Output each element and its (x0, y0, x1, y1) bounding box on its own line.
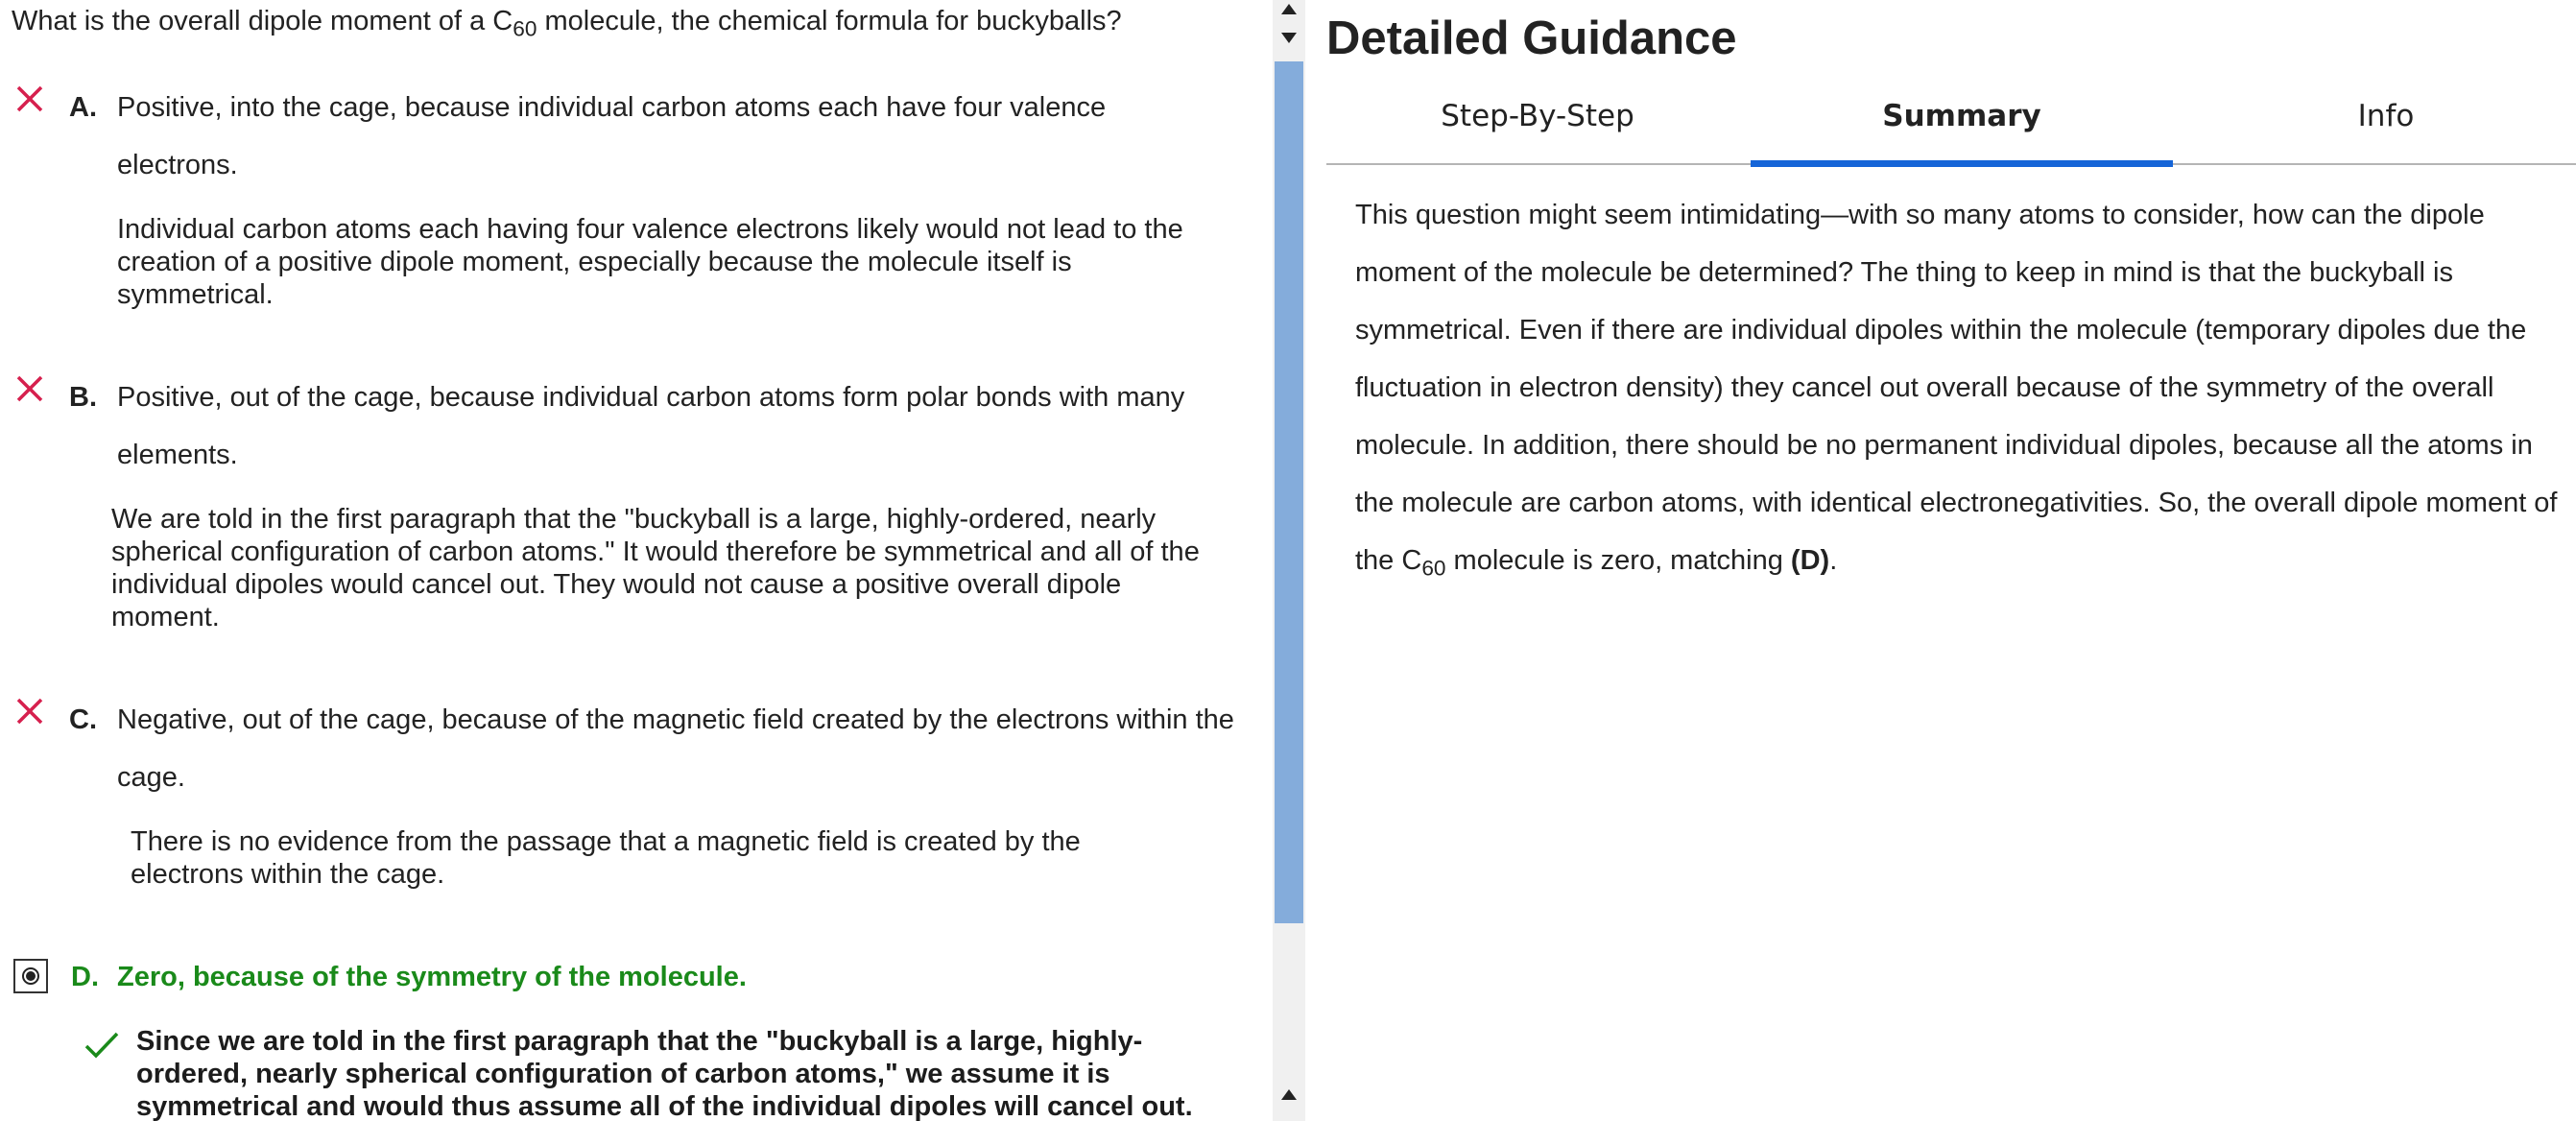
choice-text: Negative, out of the cage, because of the magnetic field created by the electrons within the cage. (117, 704, 1234, 793)
choice-text: Positive, out of the cage, because individual carbon atoms form polar bonds with many elements. (117, 382, 1185, 470)
scroll-up-button[interactable] (1273, 0, 1305, 23)
guidance-pane (1305, 0, 2576, 1121)
choice-explanation: Individual carbon atoms each having four valence electrons likely would not lead to the creation of a positive dipole moment, especially because the molecule itself is symmetrical. (117, 214, 1183, 310)
scroll-up-button-lower[interactable] (1273, 1081, 1305, 1109)
tab-summary[interactable] (1751, 86, 2173, 165)
scroll-thumb[interactable] (1275, 61, 1303, 923)
radio-selected-icon[interactable] (13, 959, 48, 993)
summary-subscript: 60 (1421, 556, 1446, 581)
guidance-title: Detailed Guidance (1326, 12, 1737, 64)
summary-text (1355, 186, 2576, 589)
choice-letter: C. (69, 704, 97, 735)
choice-letter: D. (71, 962, 99, 992)
question-stem-text: What is the overall dipole moment of a C (12, 6, 513, 36)
choice-letter: B. (69, 382, 97, 413)
tab-step-by-step[interactable]: Step-By-Step (1441, 99, 1634, 133)
choice-explanation: Since we are told in the first paragraph that the "buckyball is a large, highly-ordered, nearly spherical configuration of carbon atoms," we assume it is symmetrical and would thus assume all of the individual dipoles will cancel out. (136, 1026, 1193, 1121)
choice-explanation: We are told in the first paragraph that the "buckyball is a large, highly-ordered, nearly spherical configuration of carbon atoms." It would therefore be symmetrical and all of the individual dipoles would cancel out. They would not cause a positive overall dipole moment. (111, 504, 1200, 632)
question-pane (0, 0, 1273, 1121)
summary-period: . (1829, 545, 1838, 576)
tab-info[interactable]: Info (2357, 99, 2415, 133)
checkmark-icon (83, 1029, 121, 1061)
choice-text: Positive, into the cage, because individual carbon atoms each have four valence electrons. (117, 92, 1107, 180)
question-stem-subscript: 60 (513, 16, 537, 41)
choice-explanation: There is no evidence from the passage that a magnetic field is created by the electrons within the cage. (131, 826, 1081, 890)
active-tab-indicator (1751, 160, 2173, 167)
question-scrollbar[interactable] (1273, 0, 1305, 1121)
summary-body-end: molecule is zero, matching (1445, 545, 1791, 576)
x-mark-icon (13, 372, 46, 405)
choice-letter: A. (69, 92, 97, 123)
scroll-down-arrow-icon (1281, 33, 1297, 43)
x-mark-icon (13, 695, 46, 727)
tab-summary-label: Summary (1882, 99, 2041, 133)
question-stem (12, 4, 1259, 41)
scroll-up-arrow-icon (1281, 4, 1297, 14)
radio-dot (26, 971, 36, 981)
x-mark-icon (13, 83, 46, 115)
scroll-down-button[interactable] (1273, 25, 1305, 54)
summary-answer: (D) (1790, 545, 1830, 576)
guidance-tabs (1326, 86, 2576, 165)
summary-body: This question might seem intimidating—with so many atoms to consider, how can the dipole moment of the molecule be determined? The thing to keep in mind is that the buckyball is symmetrical. Even if there are individual dipoles within the molecule (temporary dipoles due the fluctuation in electron density) they cancel out overall because of the symmetry of the overall molecule. In addition, there should be no permanent individual dipoles, because all the atoms in the molecule are carbon atoms, with identical electronegativities. So, the overall dipole moment of the C (1355, 200, 2558, 576)
scroll-up-arrow-icon (1281, 1089, 1297, 1100)
choice-text: Zero, because of the symmetry of the molecule. (117, 962, 747, 992)
question-stem-text-end: molecule, the chemical formula for buckyballs? (537, 6, 1122, 36)
